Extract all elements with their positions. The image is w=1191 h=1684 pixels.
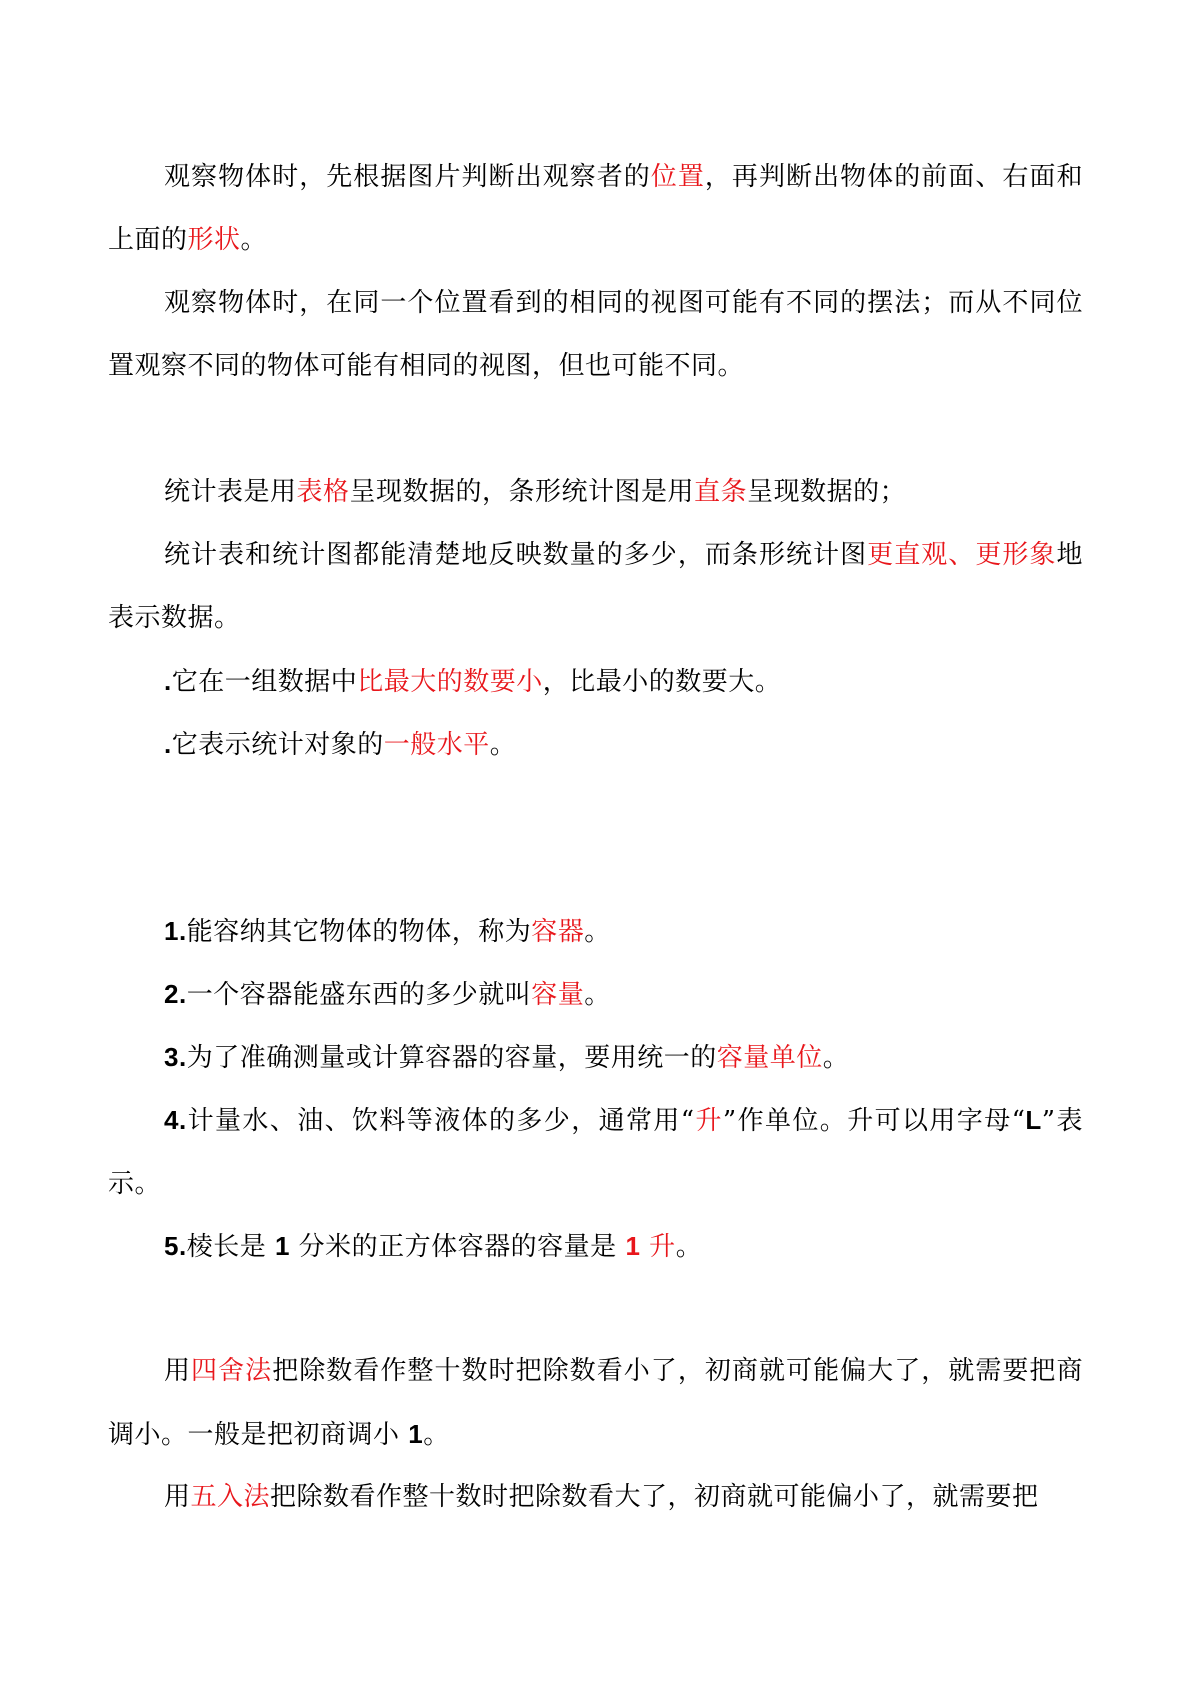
- paragraph-average-level: [108, 713, 1083, 777]
- paragraph-volume-capacity: [108, 963, 1083, 1027]
- body-text: 用: [164, 1356, 192, 1386]
- body-text: 3.: [164, 1042, 187, 1072]
- paragraph-volume-cube: [108, 1215, 1083, 1279]
- body-text: 统计表和统计图都能清楚地反映数量的多少，而条形统计图: [164, 540, 868, 570]
- body-text: 分米的正方体容器的容量是: [289, 1232, 626, 1262]
- paragraph-stats-compare: [108, 524, 1083, 650]
- paragraph-stats-table-bar: [108, 461, 1083, 524]
- highlight-text: 容器: [531, 917, 585, 947]
- body-text: 1.: [164, 916, 187, 946]
- body-text: 。: [240, 225, 268, 255]
- body-text: 它表示统计对象的: [171, 730, 384, 760]
- highlight-text: 升: [640, 1232, 676, 1262]
- highlight-text: 1: [625, 1231, 641, 1261]
- highlight-text: 形状: [187, 225, 241, 255]
- body-text: 。: [489, 730, 517, 760]
- paragraph-observe-position: [108, 146, 1083, 272]
- body-text: .: [164, 666, 172, 696]
- body-text: 它在一组数据中: [171, 667, 358, 697]
- highlight-text: 四舍法: [191, 1356, 273, 1386]
- body-text: ”表示。: [108, 1106, 1083, 1199]
- body-text: 。: [423, 1420, 450, 1450]
- body-text: 地表示数据。: [108, 540, 1083, 633]
- highlight-text: 位置: [650, 162, 705, 192]
- body-text: 观察物体时，先根据图片判断出观察者的: [164, 162, 651, 192]
- paragraph-division-round-up: [108, 1466, 1083, 1529]
- highlight-text: 升: [694, 1106, 723, 1136]
- body-text: 棱长是: [186, 1232, 275, 1262]
- paragraph-observe-views: [108, 272, 1083, 398]
- body-text: 计量水、油、饮料等液体的多少，通常用“: [186, 1106, 695, 1136]
- body-text: ”作单位。升可以用字母“: [722, 1106, 1026, 1136]
- highlight-text: 容量单位: [716, 1043, 823, 1073]
- highlight-text: 五入法: [190, 1482, 271, 1512]
- highlight-text: 直条: [694, 477, 748, 507]
- paragraph-average-range: [108, 650, 1083, 714]
- body-text: 用: [164, 1482, 191, 1512]
- body-text: 为了准确测量或计算容器的容量，要用统一的: [186, 1043, 717, 1073]
- body-text: 观察物体时，在同一个位置看到的相同的视图可能有不同的摆法；而从不同位置观察不同的物体可能有相同的视图，但也可能不同。: [108, 288, 1083, 381]
- body-text: 把除数看作整十数时把除数看小了，初商就可能偏大了，就需要把商调小。一般是把初商调小: [108, 1356, 1083, 1450]
- body-text: 统计表是用: [164, 477, 297, 507]
- highlight-text: 容量: [531, 980, 585, 1010]
- body-text: 。: [822, 1043, 850, 1073]
- highlight-text: 一般水平: [383, 730, 490, 760]
- body-text: 呈现数据的；: [747, 477, 907, 507]
- body-text: 。: [584, 917, 611, 947]
- body-text: 1: [274, 1231, 290, 1261]
- body-text: 呈现数据的，条形统计图是用: [349, 477, 695, 507]
- body-text: ，再判断出物体的前面、右面和上面的: [108, 162, 1083, 255]
- body-text: 。: [675, 1232, 703, 1262]
- paragraph-volume-liter: [108, 1089, 1083, 1216]
- body-text: 5.: [164, 1231, 187, 1261]
- paragraph-volume-unit: [108, 1026, 1083, 1090]
- body-text: .: [164, 729, 172, 759]
- highlight-text: 比最大的数要小: [357, 667, 543, 697]
- body-text: 4.: [164, 1105, 187, 1135]
- highlight-text: 更直观、更形象: [867, 540, 1057, 570]
- body-text: 一个容器能盛东西的多少就叫: [186, 980, 532, 1010]
- body-text: 1: [408, 1419, 424, 1449]
- body-text: L: [1025, 1105, 1042, 1135]
- body-text: 。: [584, 980, 611, 1010]
- body-text: 2.: [164, 979, 187, 1009]
- paragraph-volume-container: [108, 900, 1083, 964]
- body-text: ，比最小的数要大。: [542, 667, 782, 697]
- body-text: 能容纳其它物体的物体，称为: [186, 917, 532, 947]
- paragraph-division-round-down: [108, 1340, 1083, 1467]
- body-text: 把除数看作整十数时把除数看大了，初商就可能偏小了，就需要把: [270, 1482, 1039, 1512]
- highlight-text: 表格: [296, 477, 350, 507]
